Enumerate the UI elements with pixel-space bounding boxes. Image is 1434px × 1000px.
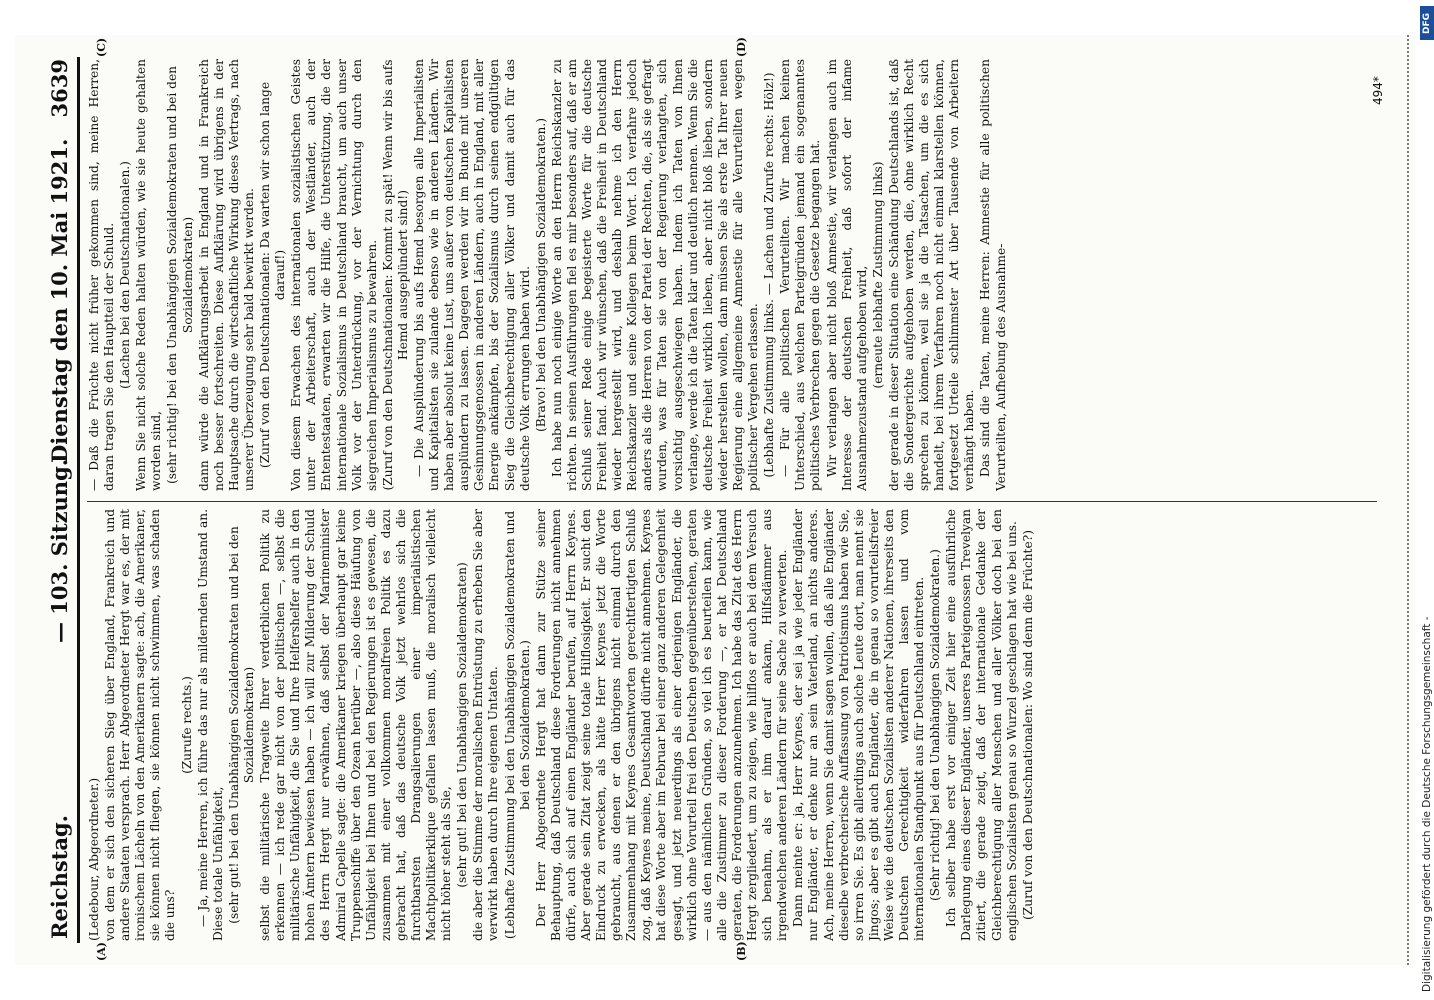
interjection-paragraph: (sehr richtig! bei den Unabhängigen Sozialdemokraten und bei den Sozialdemokraten)	[165, 65, 195, 485]
speech-paragraph: dann würde die Aufklärungsarbeit in England und in Frankreich noch besser fortschreiten. Diese Aufklärung wird übrigens in der Hauptsache durch die wirtschaftliche Wirkung dieses Vertrags, nach unserer Überzeugung sehr bald bewirkt werden.	[196, 59, 256, 491]
speech-paragraph: (Ledebour, Abgeordneter.)	[87, 777, 101, 941]
margin-marker-b: (B)	[735, 941, 748, 961]
publication-title: Reichstag.	[47, 815, 72, 939]
interjection-paragraph: (sehr gut! bei den Unabhängigen Sozialdemokraten)	[455, 562, 470, 888]
page-fold-line	[1407, 35, 1411, 965]
interjection-paragraph: (sehr gut! bei den Unabhängigen Sozialdemokraten und bei den Sozialdemokraten)	[226, 526, 256, 924]
interjection-paragraph: (Zuruf von den Deutschnationalen: Wo sind denn die Früchte?)	[1020, 530, 1035, 920]
digitization-credit: Digitalisierung gefördert durch die Deutsche Forschungsgemeinschaft -	[1421, 616, 1433, 992]
rotated-newspaper-page	[15, 35, 1415, 965]
interjection-paragraph: (Zuruf von den Deutschnationalen: Kommt zu spät! Wenn wir bis aufs Hemd ausgeplündert sind!)	[380, 59, 410, 491]
signature-mark: 494*	[1371, 76, 1385, 105]
speech-paragraph: Der Herr Abgeordnete Hergt hat dann zur Stütze seiner Behauptung, daß Deutschland diese Forderungen nicht annehmen dürfe, auch sich auf einen Engländer berufen, auf Herrn Keynes. Aber gerade sein Zitat zeigt seine totale Hilflosigkeit. Er sucht den Eindruck zu erwecken, als hätte Herr Keynes jetzt die Worte gebraucht, aus denen er den übrigens nicht einmal durch den Zusammenhang mit Keynes Gesamtworten gerechtfertigten Schluß zog, daß Keynes meine, Deutschland dürfte nicht annehmen. Keynes hat diese Worte aber im Februar bei einer ganz anderen Gelegenheit gesagt, und jetzt neuerdings als einer derjenigen Engländer, die wirklich ohne Vorurteil frei den Deutschen gegenüberstehen, geraten — aus den nämlichen Gründen, so viel ich es beurteilen kann, wie alle die Zustimmer zu dieser Forderung —, er hat Deutschland geraten, die Forderungen anzunehmen. Ich habe das Zitat des Herrn Hergt zergliedert, um zu zeigen, wie hilflos er auch bei dem Versuch sich benahm, als er ihm darauf ankam, Hilfsdämmer aus irgendwelchen anderen Ländern für seine Sache zu verwerten.	[533, 509, 790, 941]
speech-paragraph: selbst die militärische Tragweite Ihrer verderblichen Politik zu erkennen — ich rede gar nicht von der politischen —, selbst die militärische Unfähigkeit, die Sie und Ihre Helfershelfer auch in den hohen Ämtern bewiesen haben — ich will zur Milderung der Schuld des Herrn Hergt nur erwähnen, daß selbst der Marineminister Admiral Capelle sagte: die Amerikaner kriegen überhaupt gar keine Truppenschiffe über den Ozean herüber —, also diese Häufung von Unfähigkeit bei Ihnen und bei den Regierungen ist es gewesen, die zusammen mit einer vollkommen moralfreien Politik es dazu gebracht hat, daß das deutsche Volk jetzt wehrlos sich die furchtbarsten Drangsalierungen einer imperialistischen Machtpolitikerklique gefallen lassen muß, die moralisch vielleicht nicht höher steht als Sie,	[258, 509, 454, 941]
dfg-logo-badge: DFG	[1420, 6, 1434, 40]
interjection-paragraph: (Zurufe rechts.)	[179, 676, 194, 774]
interjection-paragraph: (Bravo! bei den Unabhängigen Sozialdemokraten.)	[533, 117, 548, 433]
speech-paragraph: Ich habe nun noch einige Worte an den Herrn Reichskanzler zu richten. In seinen Ausführungen fiel es mir besonders auf, daß er am Schluß seiner Rede einige begeisterte Worte für die deutsche Freiheit fand. Auch wir wünschen, daß die Freiheit in Deutschland wieder hergestellt wird, und deshalb nehme ich den Herrn Reichskanzler und seine Kollegen beim Wort. Ich verfahre jedoch anders als die Herren von der Partei der Rechten, die, als sie gefragt wurden, was für Taten sie von der Regierung verlangten, sich vorsichtig ausgeschwiegen haben. Indem ich Taten von Ihnen verlange, werde ich die Taten klar und deutlich nennen. Wenn Sie die deutsche Freiheit wirklich lieben, aber nicht bloß lieben, sondern wieder herstellen wollen, dann müssen Sie als erste Tat Ihrer neuen Regierung eine allgemeine Amnestie für alle Verurteilten wegen politischer Vergehen erlassen.	[549, 59, 761, 491]
speech-paragraph: Von diesem Erwachen des internationalen sozialistischen Geistes unter der Arbeiterschaft, auch der Westländer, auch der Ententestaaten, erwarten wir die Hilfe, die Unterstützung, die der internationale Sozialismus in Deutschland braucht, um auch unser Volk vor der Unterdrückung, vor der Vernichtung durch den siegreichen Imperialismus zu bewahren.	[289, 59, 379, 491]
interjection-paragraph: (Lachen bei den Deutschnationalen.)	[118, 161, 133, 389]
session-number: — 103. Sitzung.	[47, 458, 72, 643]
column-divider	[87, 501, 1377, 502]
interjection-paragraph: (Sehr richtig! bei den Unabhängigen Sozialdemokraten.)	[928, 549, 943, 901]
right-text-column	[87, 59, 1387, 491]
speech-paragraph: — Daß die Früchte nicht früher gekommen sind, meine Herren, daran tragen Sie den Hauptteil der Schuld.	[87, 59, 117, 491]
interjection-paragraph: (erneute lebhafte Zustimmung links)	[870, 161, 885, 389]
interjection-paragraph: (Lebhafte Zustimmung links. — Lachen und Zurufe rechts: Hölz!)	[762, 72, 777, 478]
speech-paragraph: — Für alle politischen Verurteilten. Wir machen keinen Unterschied, aus welchen Parteigründen jemand ein sogenanntes politisches Verbrechen gegen die Gesetze begangen hat.	[778, 59, 823, 491]
speech-paragraph: — Ja, meine Herren, ich führe das nur als mildernden Umstand an. Diese totale Unfähigkeit,	[195, 509, 225, 941]
interjection-paragraph: (Lebhafte Zustimmung bei den Unabhängigen Sozialdemokraten und bei den Sozialdemokraten.)	[502, 510, 532, 940]
speech-paragraph: Das sind die Taten, meine Herren: Amnestie für alle politischen Verurteilten, Aufhebung des Ausnahme-	[978, 59, 1008, 491]
session-date: Dienstag den 10. Mai 1921.	[47, 138, 72, 463]
page-header	[43, 57, 80, 943]
margin-marker-a: (A)	[95, 942, 108, 961]
speech-paragraph: Wenn Sie nicht solche Reden halten würden, wie sie heute gehalten worden sind,	[134, 59, 164, 491]
speech-paragraph: die aber die Stimme der moralischen Entrüstung zu erheben Sie aber verwirkt haben durch Ihre eigenen Untaten.	[471, 509, 501, 941]
speech-paragraph: — Die Ausplünderung bis aufs Hemd besorgen alle Imperialisten und Kapitalisten sie zulande ebenso wie in anderen Ländern. Wir haben aber absolut keine Lust, uns außer von deutschen Kapitalisten ausplündern zu lassen. Dagegen werden wir im Bunde mit unseren Gesinnungsgenossen in anderen Ländern, auch in England, mit aller Energie ankämpfen, bis der Sozialismus durch seinen endgültigen Sieg die Gleichberechtigung aller Völker und damit auch für das deutsche Volk errungen haben wird.	[411, 59, 532, 491]
speech-paragraph: Wir verlangen aber nicht bloß Amnestie, wir verlangen auch im Interesse der deutschen Freiheit, daß sofort der infame Ausnahmezustand aufgehoben wird,	[824, 59, 869, 491]
speech-paragraph: der gerade in dieser Situation eine Schändung Deutschlands ist, daß die Sondergerichte aufgehoben werden, die, ohne wirklich Recht sprechen zu können, weil sie ja die Tatsachen, um die es sich handelt, bei ihrem Verfahren noch nicht einmal klarstellen können, fortgesetzt Urteile schlimmster Art über Tausende von Arbeitern verhängt haben.	[886, 59, 977, 491]
page-number: 3639	[47, 59, 72, 118]
left-text-column	[87, 509, 1387, 941]
interjection-paragraph: (Zuruf von den Deutschnationalen: Da warten wir schon lange darauf!)	[258, 81, 288, 469]
margin-marker-c: (C)	[95, 37, 108, 57]
speech-paragraph: von dem er sich den sicheren Sieg über England, Frankreich und andere Staaten versprach. Herr Abgeordneter Hergt war es, der mit ironischem Lächeln von den Amerikanern sagte: ach, die Amerikaner, sie können nicht fliegen, sie können nicht schwimmen, was schaden die uns?	[103, 509, 178, 941]
margin-marker-d: (D)	[735, 37, 748, 57]
speech-paragraph: Dann meinte er: ja, Herr Keynes, der sei ja wie jeder Engländer nur Engländer, er denke nur an sein Vaterland, an nichts anderes. Ach, meine Herren, wenn Sie damit sagen wollen, daß alle Engländer dieselbe verbrecherische Auffassung von Patriotismus haben wie Sie, so irren Sie. Es gibt allerdings auch solche Leute dort, man nennt sie Jingos; aber es gibt auch Engländer, die in genau so vorurteilsfreier Weise wie die deutschen Sozialisten anderer Nationen, ihrerseits den Deutschen Gerechtigkeit widerfahren lassen und vom internationalen Standpunkt aus für Deutschland eintreten.	[791, 509, 927, 941]
speech-paragraph: Ich selber habe erst vor einiger Zeit hier eine ausführliche Darlegung eines dieser Engländer, unseres Parteigenossen Trevelyan zitiert, die gerade zeigt, daß der internationale Gedanke der Gleichberechtigung aller Menschen und aller Völker doch bei den englischen Sozialisten genau so Wurzel geschlagen hat wie bei uns.	[944, 509, 1019, 941]
